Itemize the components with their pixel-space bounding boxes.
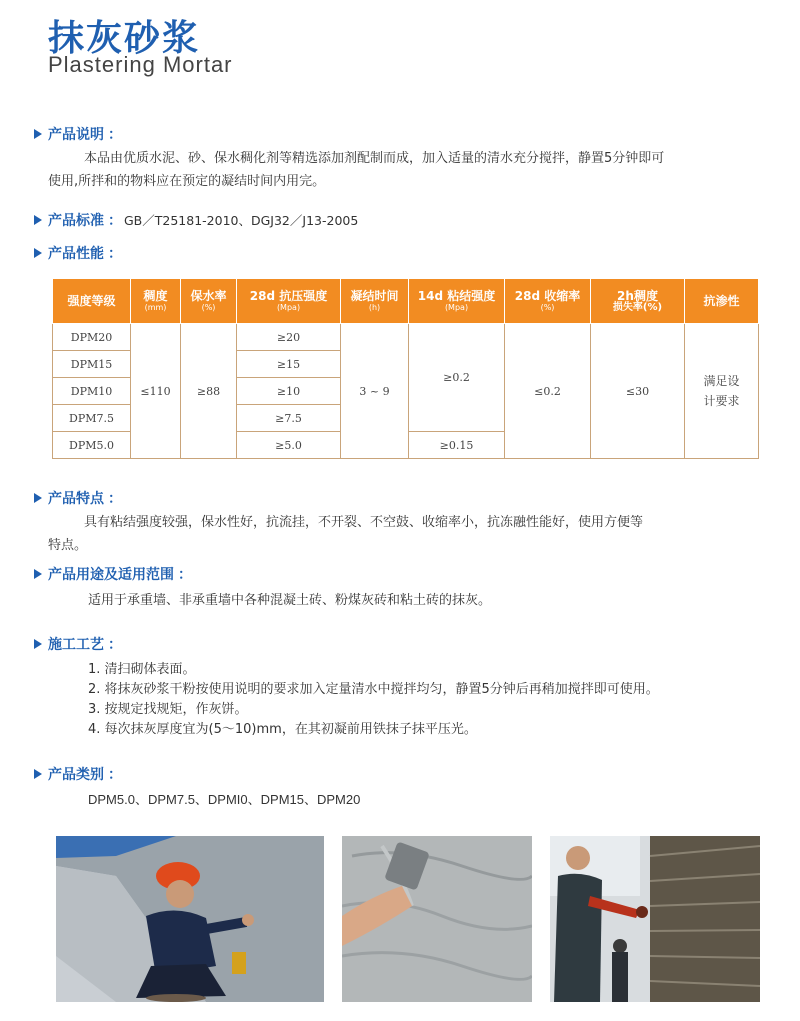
spray-plastering-brick-wall-photo (550, 836, 760, 1002)
water-retention-cell: ≥88 (181, 324, 237, 459)
section-category-title: 产品类别 ： (34, 764, 122, 784)
consistency-cell: ≤110 (131, 324, 181, 459)
bullet-icon (34, 569, 42, 579)
header-grade: 强度等级 (53, 279, 131, 324)
grade-cell: DPM5.0 (53, 432, 131, 459)
bullet-icon (34, 248, 42, 258)
standard-value: GB／T25181-2010、DGJ32／J13-2005 (124, 213, 359, 228)
bond-cell: ≥0.2 (409, 324, 505, 432)
section-performance-title: 产品性能 ： (34, 243, 122, 263)
worker-plastering-wall-photo (56, 836, 324, 1002)
page-title: 抹灰砂浆 (48, 18, 201, 59)
section-usage-title: 产品用途及适用范围 ： (34, 564, 192, 584)
process-steps (88, 660, 659, 740)
list-item: 4. 每次抹灰厚度宜为(5～10)mm，在其初凝前用铁抹子抹平压光。 (88, 722, 477, 737)
performance-table (52, 278, 759, 459)
compressive-cell: ≥5.0 (237, 432, 341, 459)
grade-cell: DPM10 (53, 378, 131, 405)
bullet-icon (34, 493, 42, 503)
bullet-icon (34, 129, 42, 139)
plaster-surface-closeup-photo (342, 836, 532, 1002)
section-process-title: 施工工艺 ： (34, 634, 122, 654)
bullet-icon (34, 215, 42, 225)
compressive-cell: ≥15 (237, 351, 341, 378)
header-loss-rate: 2h稠度 损失率(%) (591, 279, 685, 324)
header-setting-time: 凝结时间 (h) (341, 279, 409, 324)
table-header-row (53, 279, 759, 324)
section-features-title: 产品特点 ： (34, 488, 122, 508)
section-standard-title: 产品标准 ： GB／T25181-2010、DGJ32／J13-2005 (34, 210, 358, 230)
header-shrinkage: 28d 收缩率 (%) (505, 279, 591, 324)
table-row (53, 324, 759, 351)
bullet-icon (34, 639, 42, 649)
header-compressive: 28d 抗压强度 (Mpa) (237, 279, 341, 324)
header-impermeability: 抗渗性 (685, 279, 759, 324)
list-item: 2. 将抹灰砂浆干粉按使用说明的要求加入定量清水中搅拌均匀，静置5分钟后再稍加搅拌即可使用。 (88, 682, 659, 697)
list-item: 1. 清扫砌体表面。 (88, 662, 196, 677)
compressive-cell: ≥10 (237, 378, 341, 405)
shrinkage-cell: ≤0.2 (505, 324, 591, 459)
bullet-icon (34, 769, 42, 779)
header-water-retention: 保水率 (%) (181, 279, 237, 324)
header-bond: 14d 粘结强度 (Mpa) (409, 279, 505, 324)
header-consistency: 稠度 (mm) (131, 279, 181, 324)
setting-time-cell: 3 ~ 9 (341, 324, 409, 459)
list-item: 3. 按规定找规矩，作灰饼。 (88, 702, 248, 717)
bond-cell-last: ≥0.15 (409, 432, 505, 459)
features-text: 具有粘结强度较强，保水性好，抗流挂，不开裂、不空鼓、收缩率小，抗冻融性能好，使用方便等 特点。 (48, 515, 644, 553)
usage-text: 适用于承重墙、非承重墙中各种混凝土砖、粉煤灰砖和粘土砖的抹灰。 (88, 593, 492, 608)
compressive-cell: ≥7.5 (237, 405, 341, 432)
loss-rate-cell: ≤30 (591, 324, 685, 459)
compressive-cell: ≥20 (237, 324, 341, 351)
grade-cell: DPM7.5 (53, 405, 131, 432)
impermeability-cell: 满足设 计要求 (685, 324, 759, 459)
grade-cell: DPM20 (53, 324, 131, 351)
grade-cell: DPM15 (53, 351, 131, 378)
category-value: DPM5.0、DPM7.5、DPMI0、DPM15、DPM20 (88, 792, 361, 807)
description-text: 本品由优质水泥、砂、保水稠化剂等精选添加剂配制而成，加入适量的清水充分搅拌，静置5分钟即可 使用,所拌和的物料应在预定的凝结时间内用完。 (48, 151, 665, 189)
page-subtitle: Plastering Mortar (48, 52, 233, 77)
section-description-title: 产品说明 ： (34, 124, 122, 144)
